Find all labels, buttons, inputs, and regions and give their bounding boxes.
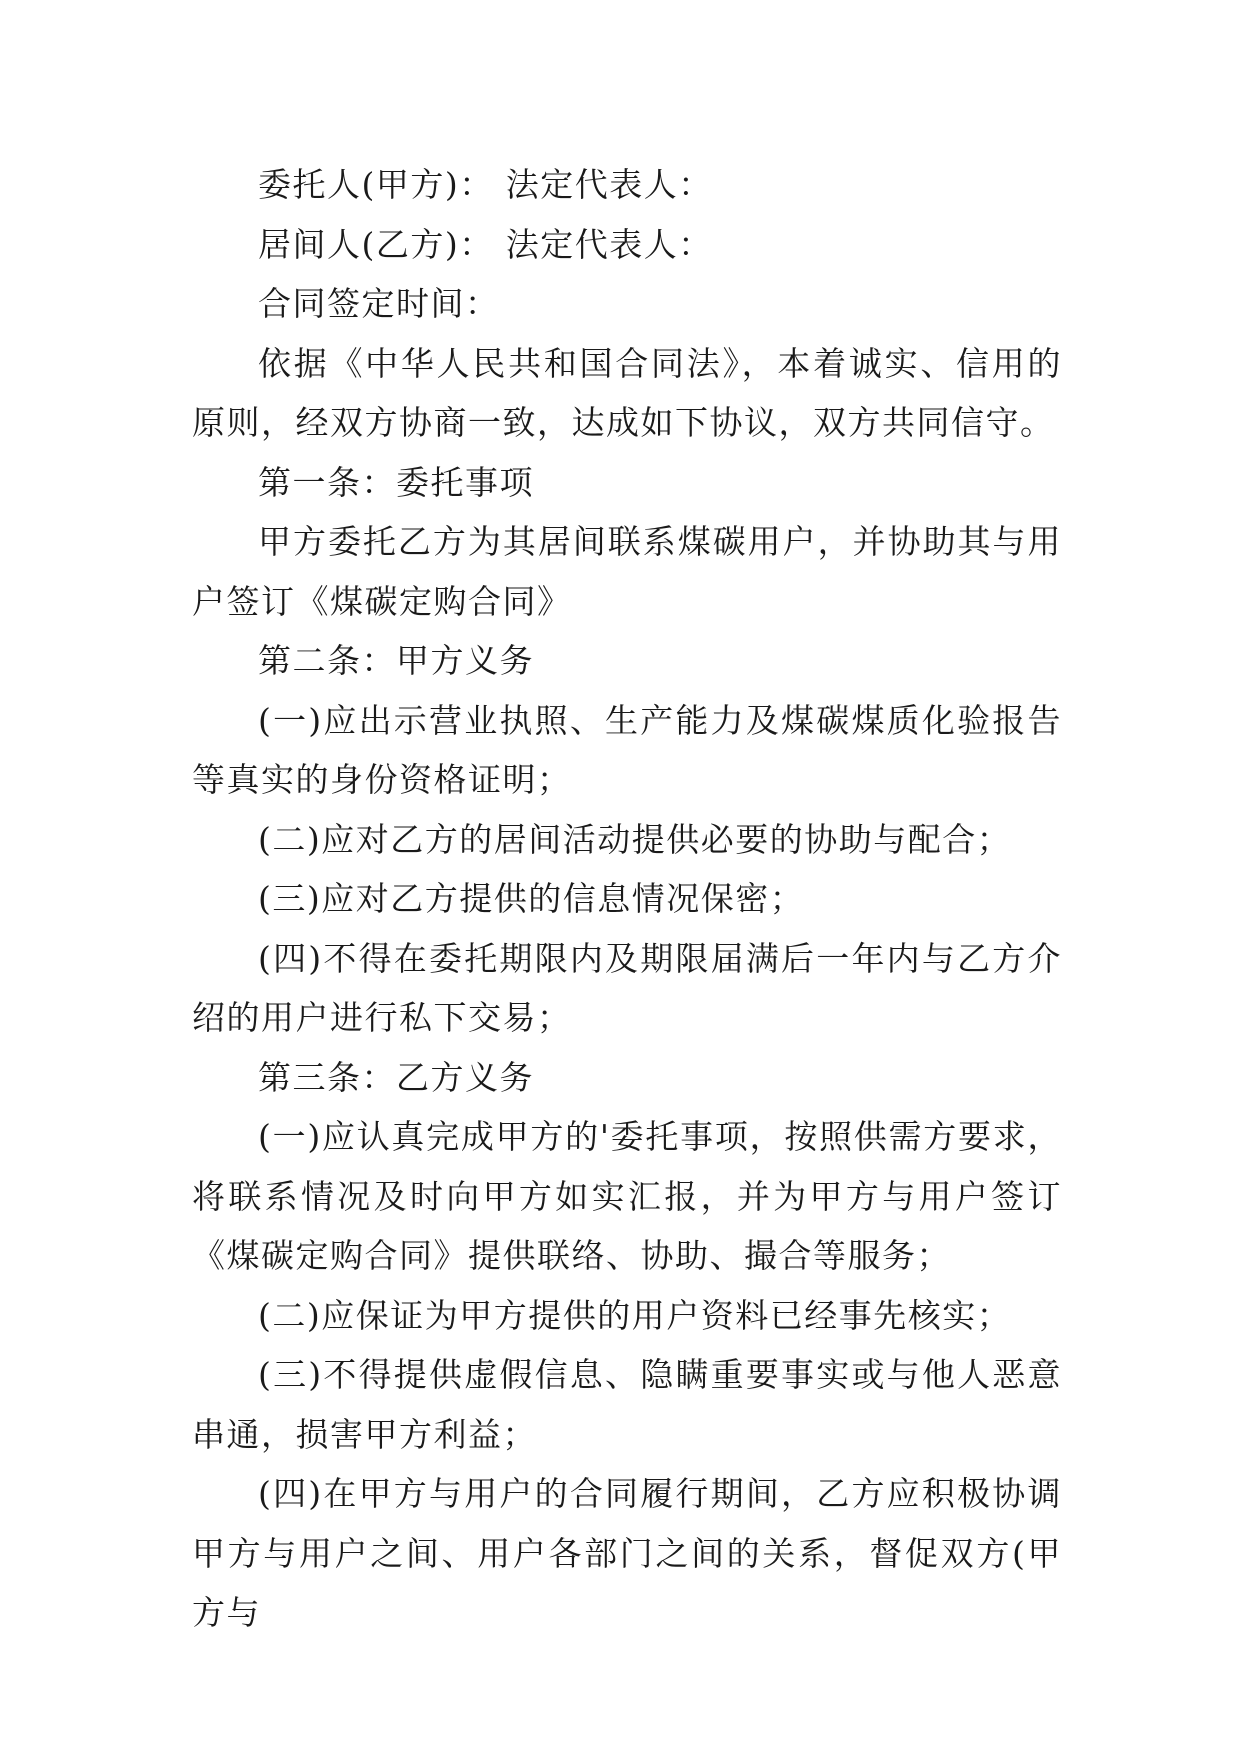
article-2-item-4: (四)不得在委托期限内及期限届满后一年内与乙方介绍的用户进行私下交易； — [192, 938, 1062, 1037]
document-body — [192, 155, 1062, 1643]
article-1-heading: 第一条：委托事项 — [258, 462, 534, 502]
article-3-item-1: (一)应认真完成甲方的'委托事项，按照供需方要求，将联系情况及时向甲方如实汇报，并为甲方与用户签订《煤碳定购合同》提供联络、协助、撮合等服务； — [192, 1117, 1062, 1275]
principal-line: 委托人(甲方)： 法定代表人： — [258, 165, 713, 204]
preamble-paragraph: 依据《中华人民共和国合同法》，本着诚实、信用的原则，经双方协商一致，达成如下协议，双方共同信守。 — [192, 343, 1062, 442]
article-2-item-2: (二)应对乙方的居间活动提供必要的协助与配合； — [258, 819, 1012, 859]
article-2-heading: 第二条：甲方义务 — [258, 641, 534, 680]
article-3-heading: 第三条：乙方义务 — [258, 1057, 534, 1097]
signing-date-line: 合同签定时间： — [258, 284, 500, 323]
article-2-item-3: (三)应对乙方提供的信息情况保密； — [258, 879, 805, 918]
article-3-item-4: (四)在甲方与用户的合同履行期间，乙方应积极协调甲方与用户之间、用户各部门之间的关系，督促双方(甲方与 — [192, 1474, 1062, 1632]
article-3-item-3: (三)不得提供虚假信息、隐瞒重要事实或与他人恶意串通，损害甲方利益； — [192, 1355, 1062, 1454]
intermediary-line: 居间人(乙方)： 法定代表人： — [258, 224, 713, 264]
article-1-text: 甲方委托乙方为其居间联系煤碳用户，并协助其与用户签订《煤碳定购合同》 — [192, 522, 1062, 621]
article-2-item-1: (一)应出示营业执照、生产能力及煤碳煤质化验报告等真实的身份资格证明； — [192, 700, 1062, 799]
article-3-item-2: (二)应保证为甲方提供的用户资料已经事先核实； — [258, 1295, 1012, 1335]
